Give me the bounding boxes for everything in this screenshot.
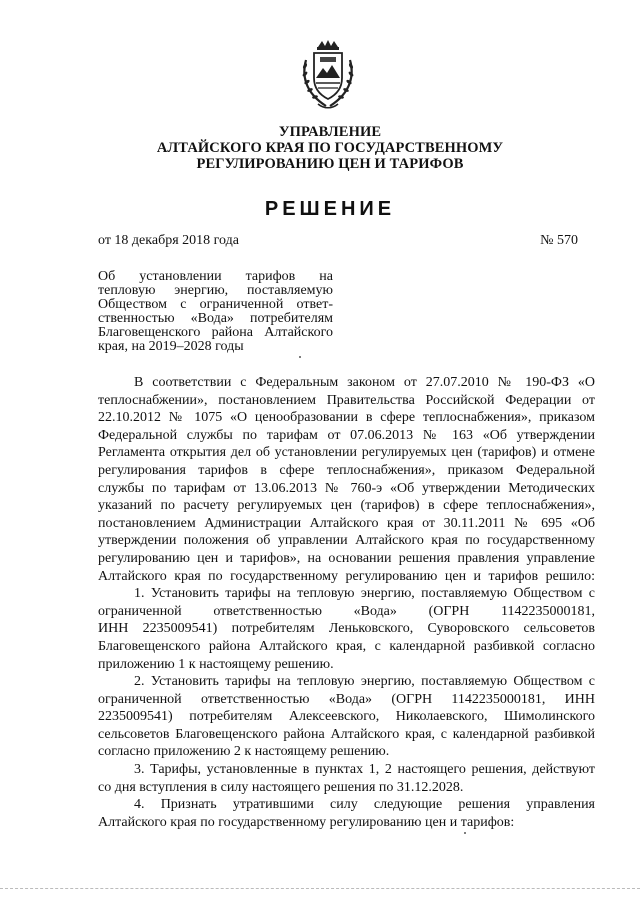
body-line: ИНН 2235009541) потребителям Леньковского, Суворовского сельсоветов [98,621,595,637]
org-name-line3: РЕГУЛИРОВАНИЮ ЦЕН И ТАРИФОВ [196,156,464,172]
body-line: 1. Установить тарифы на тепловую энергию, поставляемую Обществом с [134,586,595,602]
body-line: сельсоветов Благовещенского района Алтайского края, с календарной разбивкой [98,726,595,742]
body-line: приложению 1 к настоящему решению. [98,656,334,672]
body-line: указаний по расчету регулируемых цен (тарифов) в сфере теплоснабжения», [98,498,595,514]
body-line: согласно приложению 2 к настоящему решению. [98,744,390,760]
document-date: от 18 декабря 2018 года [98,233,239,248]
document-title: РЕШЕНИЕ [264,198,396,220]
subject-line: тепловую энергию, поставляемую [98,283,333,298]
body-line: регулированию цен и тарифов», на основании решения правления управление [98,550,595,566]
body-line: Благовещенского района Алтайского края, с календарной разбивкой согласно [98,638,595,654]
body-line: со дня вступления в силу настоящего решения по 31.12.2028. [98,779,464,795]
subject-line: Обществом с ограниченной ответ- [98,297,333,312]
document-body [98,374,595,831]
body-line: Алтайского края по государственному регулированию цен и тарифов решило: [98,568,595,584]
body-line: 22.10.2012 № 1075 «О ценообразовании в сфере теплоснабжения», приказом [98,410,595,426]
body-line: 2. Установить тарифы на тепловую энергию, поставляемую Обществом с [134,674,595,690]
body-line: Регламента открытия дел об установлении регулируемых цен (тарифов) и отмене [98,445,595,461]
scan-speck [464,832,466,834]
org-name-line1: УПРАВЛЕНИЕ [278,124,382,140]
body-line: ограниченной ответственностью «Вода» (ОГРН 1142235000181, [98,603,595,619]
body-line: постановлением Администрации Алтайского края от 30.11.2011 № 695 «Об [98,515,595,531]
subject-line: края, на 2019–2028 годы [98,339,244,354]
document-subject [98,270,333,354]
body-line: В соответствии с Федеральным законом от 27.07.2010 № 190-ФЗ «О [134,375,595,390]
body-line: Алтайского края по государственному регулированию цен и тарифов: [98,814,515,830]
body-line: Федеральной службы по тарифам от 07.06.2013 № 163 «Об утверждении [98,427,595,443]
document-number: № 570 [540,233,578,248]
coat-of-arms-icon [296,38,360,112]
org-name-line2: АЛТАЙСКОГО КРАЯ ПО ГОСУДАРСТВЕННОМУ [156,140,504,156]
body-line: ограниченной ответственностью «Вода» (ОГРН 1142235000181, ИНН [98,691,595,707]
body-line: утверждении положения об управлении Алтайского края по государственному [98,533,595,549]
subject-line: ственностью «Вода» потребителям [98,311,333,326]
page-edge-divider [0,888,640,889]
scan-speck [299,356,301,358]
subject-line: Об установлении тарифов на [98,269,333,284]
body-line: теплоснабжении», постановлением Правительства Российской Федерации от [98,392,595,408]
body-line: 2235009541) потребителям Алексеевского, Николаевского, Шимолинского [98,709,595,725]
body-line: 3. Тарифы, установленные в пунктах 1, 2 настоящего решения, действуют [134,762,595,778]
body-line: регулирования тарифов в сфере теплоснабжения», приказом Федеральной [98,462,595,478]
subject-line: Благовещенского района Алтайского [98,325,333,340]
body-line: службы по тарифам от 13.06.2013 № 760-э «Об утверждении Методических [98,480,595,496]
body-line: 4. Признать утратившими силу следующие решения управления [134,797,595,813]
